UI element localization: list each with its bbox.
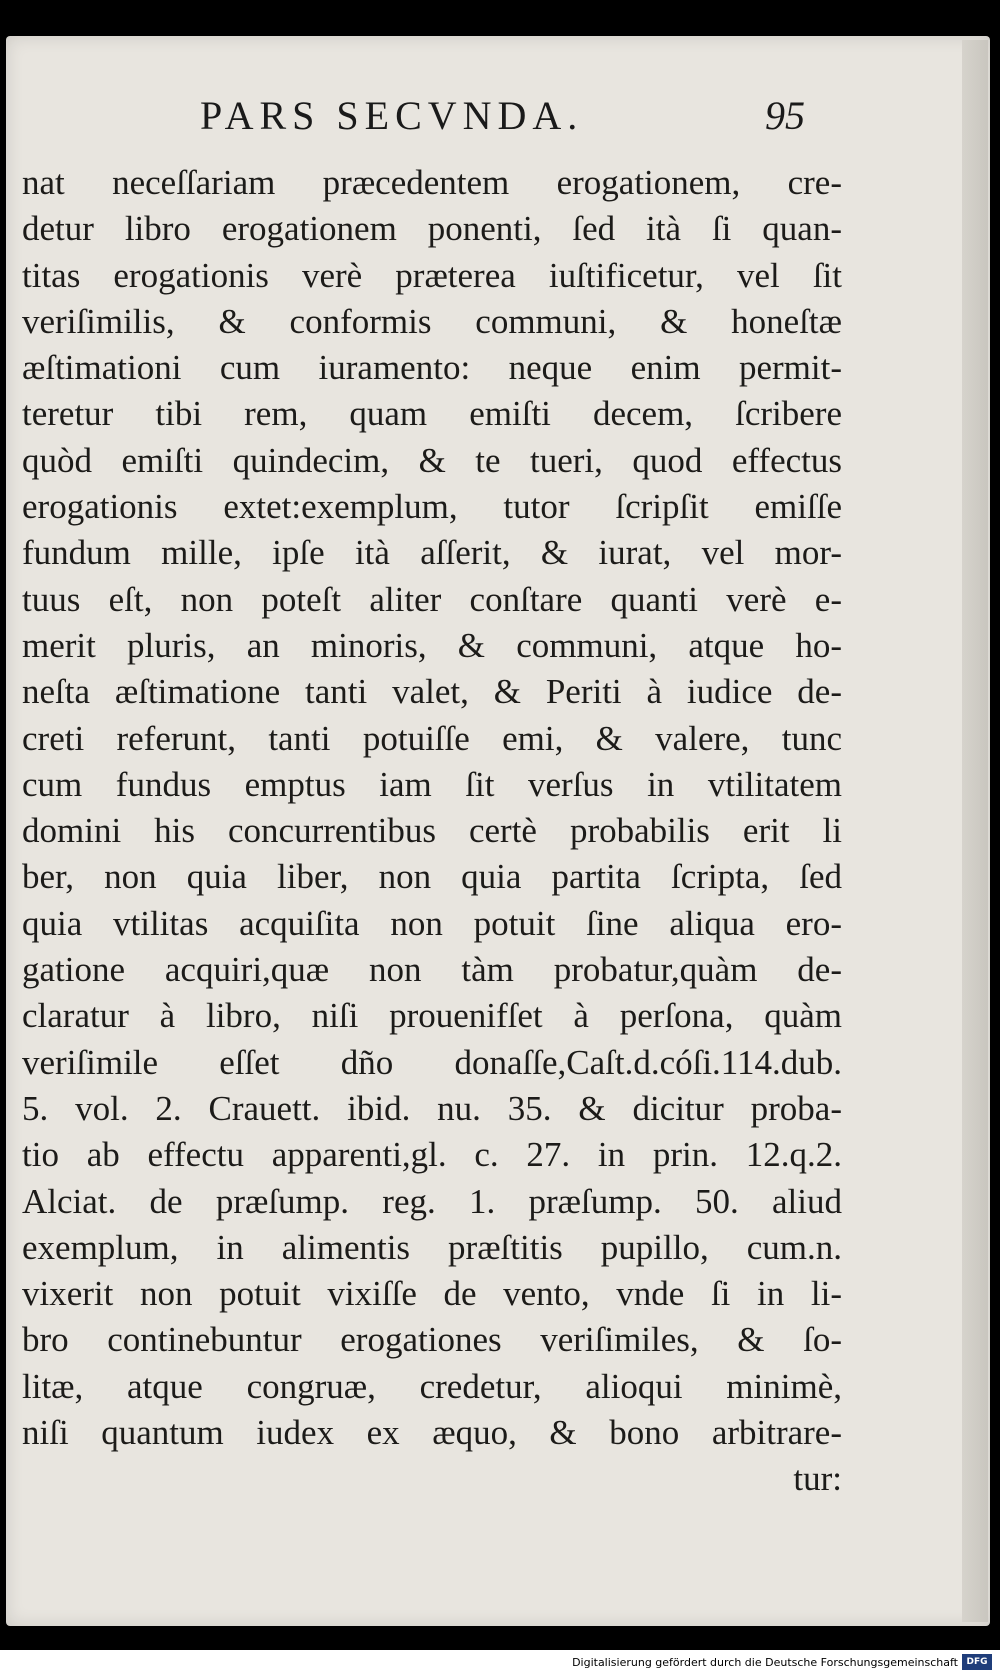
- text-line: creti referunt, tanti potuiſſe emi, & valere, tunc: [22, 718, 842, 758]
- text-line: æſtimationi cum iuramento: neque enim permit-: [22, 348, 842, 388]
- digitization-credit: Digitalisierung gefördert durch die Deutsche Forschungsgemeinschaft: [572, 1656, 958, 1669]
- text-line: bro continebuntur erogationes veriſimiles, & ſo-: [22, 1320, 842, 1360]
- text-line: veriſimilis, & conformis communi, & honeſtæ: [22, 301, 842, 341]
- body-text: [22, 160, 842, 1503]
- text-line: teretur tibi rem, quam emiſti decem, ſcribere: [22, 394, 842, 434]
- text-line: exemplum, in alimentis præſtitis pupillo, cum.n.: [22, 1227, 842, 1267]
- catchword-line: tur:: [793, 1459, 842, 1499]
- text-line: nat neceſſariam præcedentem erogationem, cre-: [22, 163, 842, 202]
- text-line: domini his concurrentibus certè probabilis erit li: [22, 811, 842, 851]
- footer-bar: [0, 1650, 1000, 1677]
- text-line: neſta æſtimatione tanti valet, & Periti à iudice de-: [22, 672, 842, 712]
- text-line: titas erogationis verè præterea iuſtificetur, vel ſit: [22, 255, 842, 295]
- text-line: niſi quantum iudex ex æquo, & bono arbitrare-: [22, 1413, 842, 1453]
- running-head: [200, 92, 805, 142]
- text-line: quia vtilitas acquiſita non potuit ſine aliqua ero-: [22, 903, 842, 943]
- text-line: litæ, atque congruæ, credetur, alioqui minimè,: [22, 1366, 842, 1406]
- running-title: PARS SECVNDA.: [200, 93, 584, 138]
- text-line: quòd emiſti quindecim, & te tueri, quod effectus: [22, 440, 842, 480]
- text-line: merit pluris, an minoris, & communi, atque ho-: [22, 625, 842, 665]
- text-line: veriſimile eſſet dño donaſſe,Caſt.d.cóſi.114.dub.: [22, 1042, 842, 1082]
- dfg-logo: DFG: [962, 1654, 992, 1670]
- text-line: detur libro erogationem ponenti, ſed ità ſi quan-: [22, 209, 842, 249]
- text-line: 5. vol. 2. Crauett. ibid. nu. 35. & dicitur proba-: [22, 1088, 842, 1128]
- page-number: 95: [765, 93, 805, 138]
- text-line: tuus eſt, non poteſt aliter conſtare quanti verè e-: [22, 579, 842, 619]
- text-line: vixerit non potuit vixiſſe de vento, vnde ſi in li-: [22, 1274, 842, 1314]
- text-line: fundum mille, ipſe ità aſſerit, & iurat, vel mor-: [22, 533, 842, 573]
- page-edge: [962, 40, 988, 1622]
- text-line: cum fundus emptus iam ſit verſus in vtilitatem: [22, 764, 842, 804]
- text-line: tio ab effectu apparenti,gl. c. 27. in prin. 12.q.2.: [22, 1135, 842, 1175]
- text-line: gatione acquiri,quæ non tàm probatur,quàm de-: [22, 950, 842, 990]
- text-line: Alciat. de præſump. reg. 1. præſump. 50. aliud: [22, 1181, 842, 1221]
- text-line: erogationis extet:exemplum, tutor ſcripſit emiſſe: [22, 487, 842, 527]
- text-line: claratur à libro, niſi prouenifſet à perſona, quàm: [22, 996, 842, 1036]
- text-line: ber, non quia liber, non quia partita ſcripta, ſed: [22, 857, 842, 897]
